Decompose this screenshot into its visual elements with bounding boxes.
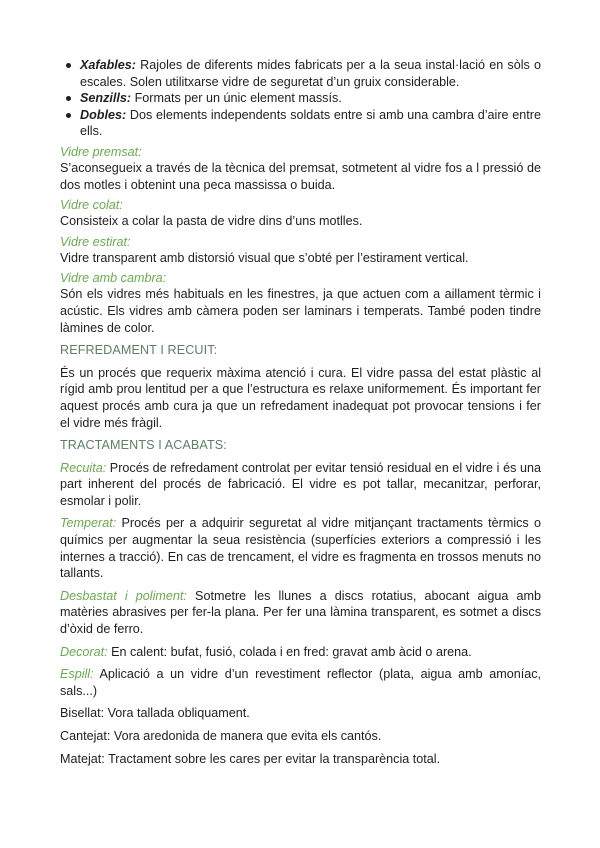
subheading-vidre-estirat: Vidre estirat:	[60, 234, 131, 249]
section-heading-tractaments: TRACTAMENTS I ACABATS:	[60, 438, 227, 453]
glass-types-list	[60, 57, 541, 140]
treatment-term: Recuita:	[60, 460, 107, 475]
subheading-vidre-amb-cambra: Vidre amb cambra:	[60, 271, 167, 286]
paragraph-vidre-premsat: S’aconsegueix a través de la tècnica del premsat, sotmetent al vidre fos a l pressió de dos motles i obtenint una peca massissa o buida.	[60, 160, 541, 192]
treatment-item-desbastat	[60, 588, 541, 638]
list-item-term: Dobles:	[80, 107, 127, 122]
finish-bisellat: Bisellat: Vora tallada obliquament.	[60, 706, 250, 721]
list-item-text: Rajoles de diferents mides fabricats per a la seua instal·lació en sòls o escales. Solen utilitxarse vidre de seguretat d’un gruix considerable.	[80, 58, 541, 89]
list-item-text: Formats per un únic element massís.	[131, 91, 342, 106]
list-item	[80, 90, 541, 107]
paragraph-vidre-estirat: Vidre transparent amb distorsió visual que s’obté per l’estirament vertical.	[60, 250, 469, 265]
treatment-term: Temperat:	[60, 516, 117, 531]
list-item-term: Senzills:	[80, 91, 132, 106]
treatment-text: En calent: bufat, fusió, colada i en fred: gravat amb àcid o arena.	[107, 644, 472, 659]
list-item-term: Xafables:	[80, 58, 136, 72]
treatment-item-decorat	[60, 644, 541, 661]
treatment-text: Procés per a adquirir seguretat al vidre mitjançant tractaments tèrmics o químics per augmentar la seua resistència (superfícies exteriors a compressió i les internes a tracció). En cas de trencament, el vidre es fragmenta en trossos menuts no tallants.	[60, 516, 541, 581]
treatment-item-recuita	[60, 460, 541, 510]
bullet-icon	[66, 63, 71, 68]
paragraph-vidre-amb-cambra: Són els vidres més habituals en les finestres, ja que actuen com a aillament tèrmic i acústic. Els vidres amb càmera poden ser laminars i temperats. També poden tindre làmines de color.	[60, 287, 541, 335]
list-item-text: Dos elements independents soldats entre si amb una cambra d’aire entre ells.	[80, 107, 541, 139]
list-item	[80, 57, 541, 90]
treatment-term: Espill:	[60, 667, 94, 682]
bullet-icon	[66, 113, 71, 118]
treatment-text: Sotmetre les llunes a discs rotatius, abocant aigua amb matèries abrasives per fer-la plana. Per fer una làmina transparent, es sotmet a discs d’òxid de ferro.	[60, 588, 541, 637]
document-page	[60, 57, 541, 773]
subheading-vidre-premsat: Vidre premsat:	[60, 144, 142, 159]
list-item	[80, 107, 541, 140]
paragraph-vidre-colat: Consisteix a colar la pasta de vidre dins d’uns motlles.	[60, 214, 363, 229]
bullet-icon	[66, 96, 71, 101]
treatment-term: Desbastat i poliment:	[60, 588, 187, 603]
finish-matejat: Matejat: Tractament sobre les cares per evitar la transparència total.	[60, 751, 441, 766]
treatment-text: Procés de refredament controlat per evitar tensió residual en el vidre i és una part inherent del procés de fabricació. El vidre es pot tallar, mecanitzar, perforar, esmolar i polir.	[60, 460, 541, 508]
treatment-text: Aplicació a un vidre d’un revestiment reflector (plata, aigua amb amoníac, sals...)	[60, 667, 541, 698]
paragraph-refredament: És un procés que requerix màxima atenció i cura. El vidre passa del estat plàstic al rígid amb prou lentitud per a que l’estructura es relaxe uniformement. És important fer aquest procés amb cura ja que un refredament inadequat pot provocar tensions i fer el vidre més fràgil.	[60, 365, 541, 430]
treatment-term: Decorat:	[60, 644, 108, 659]
treatment-item-espill	[60, 666, 541, 699]
finish-cantejat: Cantejat: Vora aredonida de manera que evita els cantós.	[60, 729, 382, 743]
section-heading-refredament: REFREDAMENT I RECUIT:	[60, 343, 218, 358]
treatment-item-temperat	[60, 515, 541, 581]
subheading-vidre-colat: Vidre colat:	[60, 198, 123, 213]
